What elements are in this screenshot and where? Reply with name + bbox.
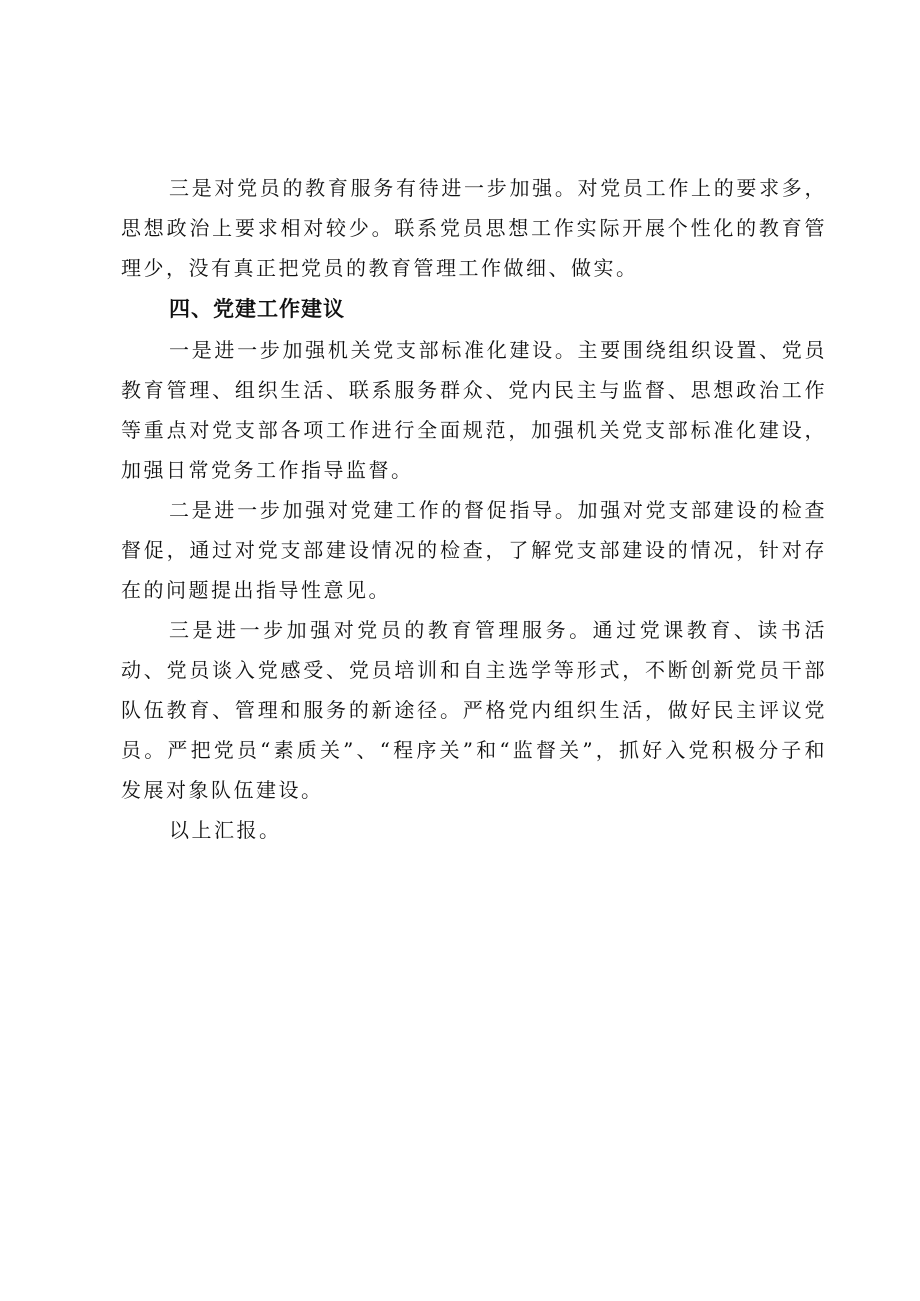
- paragraph-branch-standardization: 一是进一步加强机关党支部标准化建设。主要围绕组织设置、党员教育管理、组织生活、联系服务群众、党内民主与监督、思想政治工作等重点对党支部各项工作进行全面规范，加强机关党支部标准化建设，加强日常党务工作指导监督。: [121, 338, 827, 482]
- paragraph-member-education-issue: 三是对党员的教育服务有待进一步加强。对党员工作上的要求多，思想政治上要求相对较少。联系党员思想工作实际开展个性化的教育管理少，没有真正把党员的教育管理工作做细、做实。: [121, 176, 827, 280]
- paragraph-education-management-service: 三是进一步加强对党员的教育管理服务。通过党课教育、读书活动、党员谈入党感受、党员培训和自主选学等形式，不断创新党员干部队伍教育、管理和服务的新途径。严格党内组织生活，做好民主评议党员。严把党员“素质关”、“程序关”和“监督关”，抓好入党积极分子和发展对象队伍建设。: [121, 618, 827, 802]
- section-heading: 四、党建工作建议: [169, 297, 345, 321]
- closing-line: 以上汇报。: [169, 818, 282, 842]
- document-body: [121, 168, 827, 850]
- paragraph-supervision-guidance: 二是进一步加强对党建工作的督促指导。加强对党支部建设的检查督促，通过对党支部建设情况的检查，了解党支部建设的情况，针对存在的问题提出指导性意见。: [121, 498, 827, 602]
